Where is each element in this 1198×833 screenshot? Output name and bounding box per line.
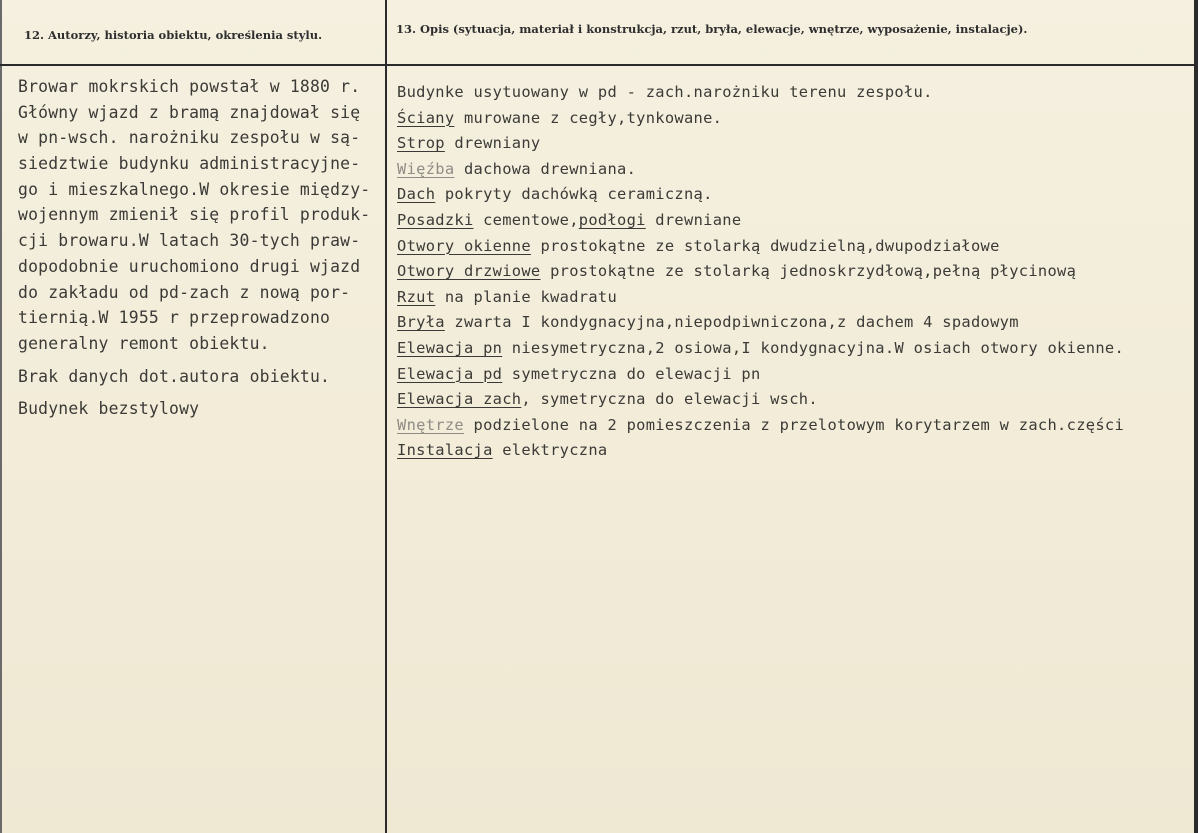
left-edge: [0, 0, 2, 833]
elevation-south-text: symetryczna do elewacji pn: [502, 364, 761, 383]
history-line: tiernią.W 1955 r przeprowadzono: [18, 308, 331, 328]
rafters-keyword: Więźba: [397, 159, 455, 178]
history-line: dopodobnie uruchomiono drugi wjazd: [18, 256, 361, 276]
interior-text: podzielone na 2 pomieszczenia z przelotowym korytarzem w zach.części: [463, 415, 1125, 434]
history-line: wojennym zmienił się profil produk-: [18, 205, 371, 225]
section-12-header: 12. Autorzy, historia obiektu, określenia stylu.: [24, 28, 323, 42]
windows-keyword: Otwory okienne: [397, 236, 531, 255]
elevation-south-keyword: Elewacja pd: [397, 364, 503, 383]
floors-keyword: Posadzki: [397, 210, 474, 229]
boards-text: drewniane: [645, 210, 742, 229]
elevation-north-keyword: Elewacja pn: [397, 338, 503, 357]
header-rule: [0, 64, 1198, 66]
ceiling-text: drewniany: [444, 134, 541, 153]
style-note: Budynek bezstylowy: [18, 399, 200, 419]
massing-text: zwarta I kondygnacyjna,niepodpiwniczona,z dachem 4 spadowym: [444, 313, 1019, 332]
walls-text: murowane z cegły,tynkowane.: [454, 108, 723, 127]
rafters-line: [397, 157, 1192, 183]
history-line: cji browaru.W latach 30-tych praw-: [18, 231, 361, 251]
elevation-west-line: [397, 387, 1192, 413]
location-line: [397, 80, 1192, 106]
elevation-north-text: niesymetryczna,2 osiowa,I kondygnacyjna.W osiach otwory okienne.: [502, 338, 1125, 357]
windows-text: prostokątne ze stolarką dwudzielną,dwupodziałowe: [530, 236, 1000, 255]
history-line: Główny wjazd z bramą znajdował się: [18, 102, 361, 122]
history-line: w pn-wsch. narożniku zespołu w są-: [18, 128, 361, 148]
plan-text: na planie kwadratu: [435, 287, 618, 306]
massing-line: [397, 310, 1192, 336]
history-column: [18, 74, 384, 422]
right-edge: [1194, 0, 1198, 833]
location-text: Budynke usytuowany w pd - zach.narożniku terenu zespołu.: [397, 83, 933, 101]
interior-line: [397, 413, 1192, 439]
floors-text: cementowe,: [473, 210, 579, 229]
installation-line: [397, 438, 1192, 464]
section-13-header: 13. Opis (sytuacja, materiał i konstrukcja, rzut, bryła, elewacje, wnętrze, wyposażenie, instalacje).: [396, 22, 1028, 36]
history-line: go i mieszkalnego.W okresie między-: [18, 179, 371, 199]
elevation-north-line: [397, 336, 1192, 362]
author-note: Brak danych dot.autora obiektu.: [18, 366, 331, 386]
history-line: generalny remont obiektu.: [18, 333, 270, 353]
roof-line: [397, 182, 1192, 208]
history-line: siedztwie budynku administracyjne-: [18, 154, 361, 174]
doors-keyword: Otwory drzwiowe: [397, 262, 541, 281]
installation-keyword: Instalacja: [397, 441, 493, 460]
elevation-west-text: , symetryczna do elewacji wsch.: [521, 390, 818, 409]
history-line: Browar mokrskich powstał w 1880 r.: [18, 77, 361, 96]
doors-line: [397, 259, 1192, 285]
massing-keyword: Bryła: [397, 313, 445, 332]
plan-keyword: Rzut: [397, 287, 436, 306]
interior-keyword: Wnętrze: [397, 415, 464, 434]
boards-keyword: podłogi: [578, 210, 646, 229]
floors-line: [397, 208, 1192, 234]
walls-keyword: Ściany: [397, 108, 455, 127]
doors-text: prostokątne ze stolarką jednoskrzydłową,pełną płycinową: [540, 262, 1077, 281]
installation-text: elektryczna: [492, 441, 608, 460]
walls-line: [397, 106, 1192, 132]
column-divider: [385, 0, 387, 833]
elevation-west-keyword: Elewacja zach: [397, 390, 522, 409]
ceiling-keyword: Strop: [397, 134, 445, 153]
history-line: do zakładu od pd-zach z nową por-: [18, 282, 351, 302]
description-column: [397, 80, 1192, 464]
roof-keyword: Dach: [397, 185, 436, 204]
roof-text: pokryty dachówką ceramiczną.: [435, 185, 713, 204]
plan-line: [397, 285, 1192, 311]
windows-line: [397, 234, 1192, 260]
elevation-south-line: [397, 362, 1192, 388]
ceiling-line: [397, 131, 1192, 157]
rafters-text: dachowa drewniana.: [454, 159, 637, 178]
